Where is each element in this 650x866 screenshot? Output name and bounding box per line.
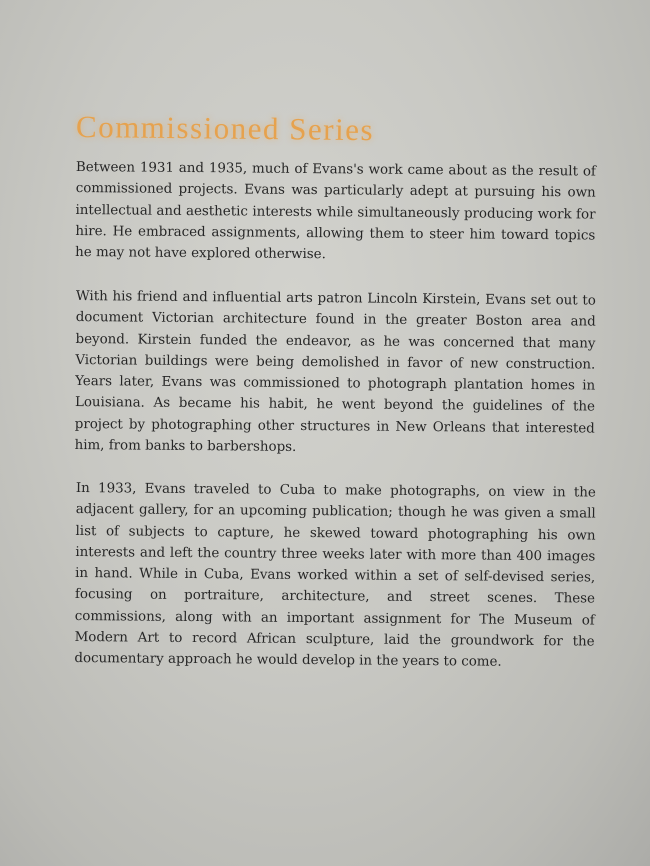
label-paragraph-3: In 1933, Evans traveled to Cuba to make photographs, on view in the adjacent gallery, for an upcoming publication; though he was given a small list of subjects to capture, he skewed toward photographing his own interests and left the country three weeks later with more than 400 images in hand. While in Cuba, Evans worked within a set of self-devised series, focusing on portraiture, architecture, and street scenes. These commissions, along with an important assignment for The Museum of Modern Art to record African sculpture, laid the groundwork for the documentary approach he would develop in the years to come. [74,481,596,671]
label-paragraph-1: Between 1931 and 1935, much of Evans's work came about as the result of commissioned projects. Evans was particularly adept at pursuing his own intellectual and aesthetic interests while simultaneously producing work for hire. He embraced assignments, allowing them to steer him toward topics he may not have explored otherwise. [75,160,596,263]
wall-label [76,108,596,692]
label-paragraph-2: With his friend and influential arts patron Lincoln Kirstein, Evans set out to document Victorian architecture found in the greater Boston area and beyond. Kirstein funded the endeavor, as he was concerned that many Victorian buildings were being demolished in favor of new construction. Years later, Evans was commissioned to photograph plantation homes in Louisiana. As became his habit, he went beyond the guidelines of the project by photographing other structures in New Orleans that interested him, from banks to barbershops. [74,288,596,455]
label-title: Commissioned Series [75,109,375,148]
